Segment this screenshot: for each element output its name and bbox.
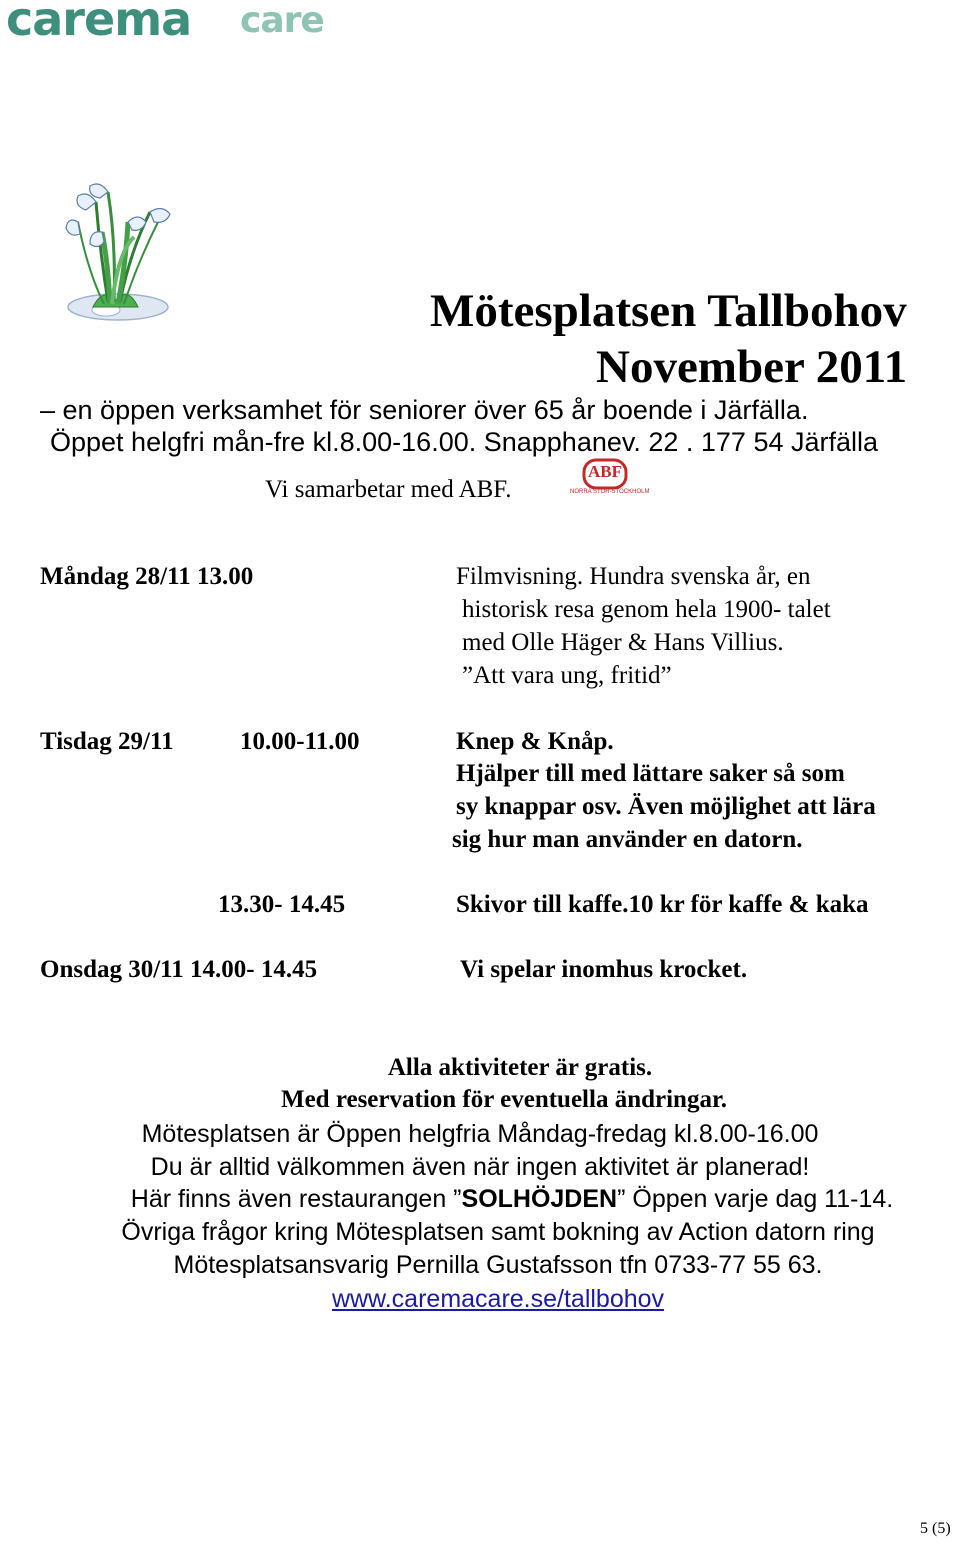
footer-restaurant-pre: Här finns även restaurangen ” [130,1185,462,1213]
abf-logo [570,458,650,500]
footer-restaurant-post: ” Öppen varje dag 11-14. [617,1185,894,1213]
schedule-wednesday-day: Onsdag 30/11 14.00- 14.45 [40,956,318,983]
schedule-tuesday-line-5: Skivor till kaffe.10 kr för kaffe & kaka [456,891,869,918]
footer-restaurant-name: SOLHÖJDEN [461,1185,618,1213]
schedule-tuesday-time-1: 10.00-11.00 [240,728,360,755]
website-link[interactable]: www.caremacare.se/tallbohov [331,1285,665,1313]
schedule-monday-line-4: ”Att vara ung, fritid” [462,662,672,689]
footer-opening-hours: Mötesplatsen är Öppen helgfria Måndag-fredag kl.8.00-16.00 [141,1120,819,1148]
page-title: Mötesplatsen Tallbohov [430,285,907,337]
abf-logo-subtext: NORRA STOR-STOCKHOLM [570,489,650,495]
brand-logo-primary: carema [6,0,192,46]
schedule-tuesday-line-3: sy knappar osv. Även möjlighet att lära [456,793,876,820]
schedule-wednesday-line-1: Vi spelar inomhus krocket. [460,956,748,983]
schedule-tuesday-line-4: sig hur man använder en datorn. [452,826,803,853]
schedule-monday-line-2: historisk resa genom hela 1900- talet [462,596,831,623]
schedule-monday-line-3: med Olle Häger & Hans Villius. [462,629,784,656]
footer-website-row [18,1285,960,1314]
footer-restaurant [32,1185,960,1214]
schedule-monday-day: Måndag 28/11 13.00 [40,563,254,590]
footer-questions: Övriga frågor kring Mötesplatsen samt bokning av Action datorn ring [121,1218,875,1246]
footer-contact: Mötesplatsansvarig Pernilla Gustafsson tfn 0733-77 55 63. [173,1251,823,1279]
snowdrop-flowers-icon [38,182,178,332]
intro-line-1: – en öppen verksamhet för seniorer över 65 år boende i Järfälla. [40,395,809,425]
abf-logo-text: ABF [588,462,622,481]
schedule-tuesday-day: Tisdag 29/11 [40,728,174,755]
page-number: 5 (5) [920,1520,951,1537]
footer-free-note: Alla aktiviteter är gratis. [387,1054,653,1081]
schedule-tuesday-time-2: 13.30- 14.45 [218,891,346,918]
brand-logo-secondary: care [240,0,324,41]
footer-reservation-note: Med reservation för eventuella ändringar. [280,1086,728,1113]
schedule-tuesday-line-2: Hjälper till med lättare saker så som [456,760,845,787]
page-subtitle: November 2011 [596,341,908,393]
schedule-monday-line-1: Filmvisning. Hundra svenska år, en [456,563,811,590]
footer-welcome: Du är alltid välkommen även när ingen aktivitet är planerad! [150,1153,810,1181]
partner-text: Vi samarbetar med ABF. [265,476,512,503]
schedule-tuesday-line-1: Knep & Knåp. [456,728,614,755]
intro-line-2: Öppet helgfri mån-fre kl.8.00-16.00. Snapphanev. 22 . 177 54 Järfälla [50,427,879,457]
